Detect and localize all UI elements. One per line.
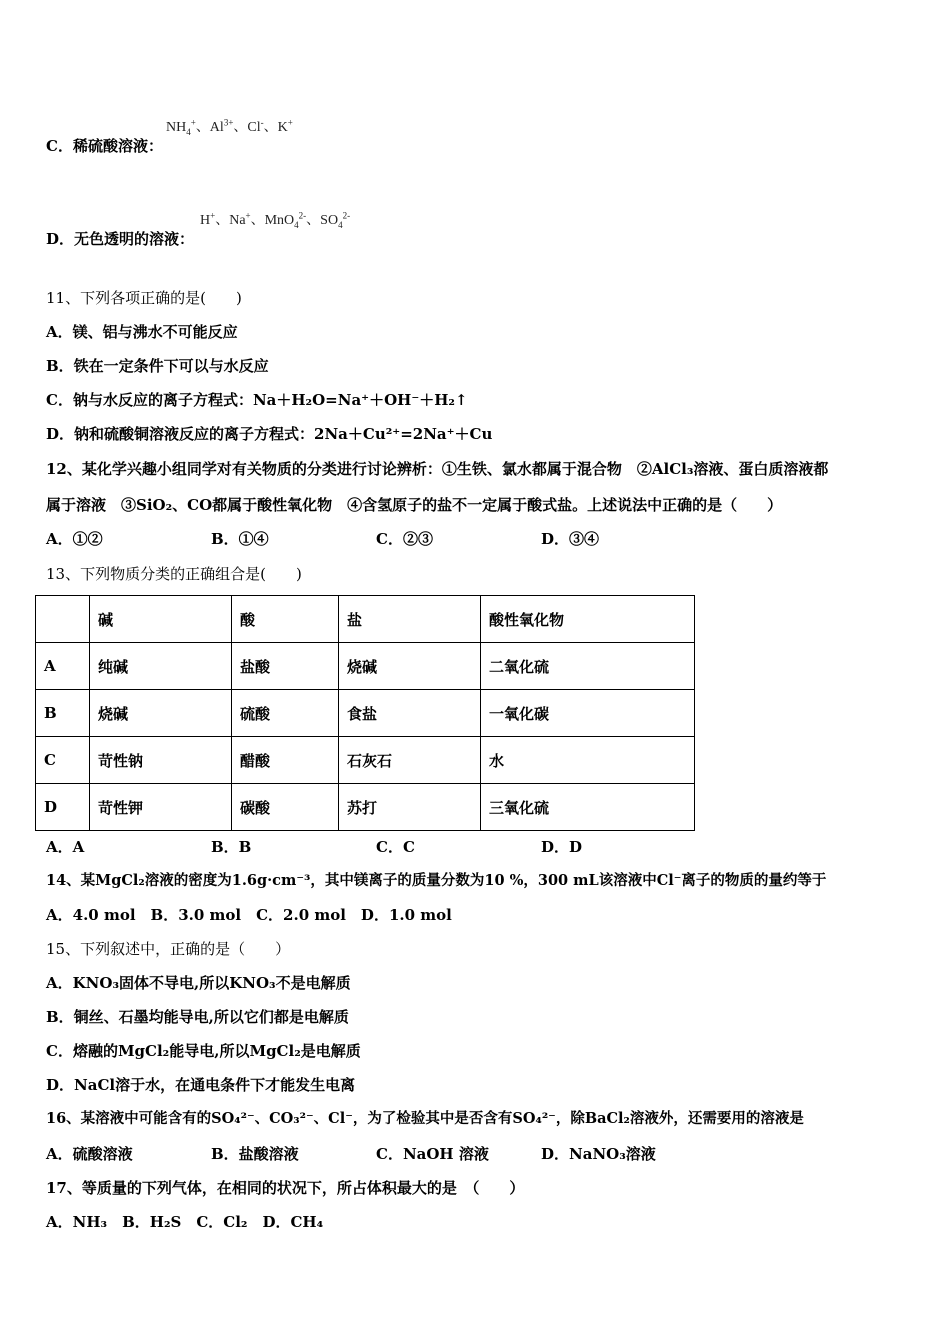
q14-stem: 14、某MgCl₂溶液的密度为1.6g·cm⁻³，其中镁离子的质量分数为10 %，300 mL该溶液中Cl⁻离子的物质的量约等于: [46, 872, 827, 889]
q12-options: [46, 529, 599, 549]
table-cell: 水: [481, 737, 695, 784]
table-cell: 纯碱: [90, 643, 232, 690]
q16-options: [46, 1144, 656, 1164]
table-cell: 碳酸: [232, 784, 339, 831]
table-cell: 二氧化硫: [481, 643, 695, 690]
q10-c-ions: $NH_4^+$、$Al^{3+}$、Cl-、K+: [166, 117, 293, 137]
q15-option-a: A．KNO₃固体不导电,所以KNO₃不是电解质: [46, 974, 351, 992]
q17-stem: 17、等质量的下列气体，在相同的状况下，所占体积最大的是 （ ）: [46, 1179, 525, 1197]
table-cell: 石灰石: [339, 737, 481, 784]
q13-option: A．A: [46, 838, 85, 856]
q11-option-b: B．铁在一定条件下可以与水反应: [46, 357, 269, 375]
table-cell: 醋酸: [232, 737, 339, 784]
table-cell: 苏打: [339, 784, 481, 831]
table-header-row: [36, 596, 695, 643]
table-cell: 烧碱: [339, 643, 481, 690]
q13-stem: 13、下列物质分类的正确组合是( ): [46, 565, 302, 583]
table-cell: A: [36, 643, 90, 690]
q13-options: [46, 837, 582, 857]
q10-d-ions: H+、Na+、MnO$_4^{2-}$、$SO_4^{2-}$: [200, 210, 351, 230]
table-cell: 盐酸: [232, 643, 339, 690]
table-cell: 食盐: [339, 690, 481, 737]
table-cell: 苛性钠: [90, 737, 232, 784]
table-cell: 酸: [232, 596, 339, 643]
q17-options: A．NH₃ B．H₂S C．Cl₂ D．CH₄: [46, 1213, 324, 1231]
table-cell: B: [36, 690, 90, 737]
q13-option: B．B: [211, 838, 252, 856]
table-cell: 烧碱: [90, 690, 232, 737]
table-cell: 硫酸: [232, 690, 339, 737]
q11-option-d: D．钠和硫酸铜溶液反应的离子方程式：2Na＋Cu²⁺=2Na⁺＋Cu: [46, 425, 493, 443]
q16-option: B．盐酸溶液: [211, 1145, 299, 1163]
q12-stem-line1: 12、某化学兴趣小组同学对有关物质的分类进行讨论辨析：①生铁、氯水都属于混合物 ②AlCl₃溶液、蛋白质溶液都: [46, 460, 829, 478]
table-row: [36, 643, 695, 690]
q16-option: A．硫酸溶液: [46, 1145, 133, 1163]
q15-option-c: C．熔融的MgCl₂能导电,所以MgCl₂是电解质: [46, 1042, 361, 1060]
q11-stem: 11、下列各项正确的是( ): [46, 289, 242, 307]
q13-option: C．C: [376, 838, 415, 856]
table-cell: 三氧化硫: [481, 784, 695, 831]
classification-table: [35, 595, 695, 831]
q16-stem: 16、某溶液中可能含有的SO₄²⁻、CO₃²⁻、Cl⁻，为了检验其中是否含有SO₄²⁻，除BaCl₂溶液外，还需要用的溶液是: [46, 1110, 804, 1127]
q14-options: A．4.0 mol B．3.0 mol C．2.0 mol D．1.0 mol: [46, 906, 452, 924]
table-row: [36, 737, 695, 784]
q13-option: D．D: [541, 838, 583, 856]
table-cell: 一氧化碳: [481, 690, 695, 737]
q12-option: C．②③: [376, 530, 433, 548]
q11-option-c: C．钠与水反应的离子方程式：Na＋H₂O=Na⁺＋OH⁻＋H₂↑: [46, 391, 468, 409]
q12-stem-line2: 属于溶液 ③SiO₂、CO都属于酸性氧化物 ④含氢原子的盐不一定属于酸式盐。上述说法中正确的是（ ）: [46, 496, 783, 514]
q10-option-d: D．无色透明的溶液：: [46, 230, 195, 248]
q10-option-c: C．稀硫酸溶液：: [46, 137, 163, 155]
q11-option-a: A．镁、铝与沸水不可能反应: [46, 323, 238, 341]
table-row: [36, 784, 695, 831]
q12-option: B．①④: [211, 530, 269, 548]
table-cell: 盐: [339, 596, 481, 643]
table-cell: 酸性氧化物: [481, 596, 695, 643]
q15-option-b: B．铜丝、石墨均能导电,所以它们都是电解质: [46, 1008, 349, 1026]
table-cell: [36, 596, 90, 643]
table-cell: D: [36, 784, 90, 831]
q12-option: A．①②: [46, 530, 103, 548]
table-cell: 碱: [90, 596, 232, 643]
q16-option: D．NaNO₃溶液: [541, 1145, 656, 1163]
table-cell: 苛性钾: [90, 784, 232, 831]
q15-option-d: D．NaCl溶于水，在通电条件下才能发生电离: [46, 1076, 356, 1094]
table-cell: C: [36, 737, 90, 784]
q12-option: D．③④: [541, 530, 600, 548]
q15-stem: 15、下列叙述中，正确的是（ ）: [46, 940, 291, 958]
table-row: [36, 690, 695, 737]
q16-option: C．NaOH 溶液: [376, 1145, 489, 1163]
